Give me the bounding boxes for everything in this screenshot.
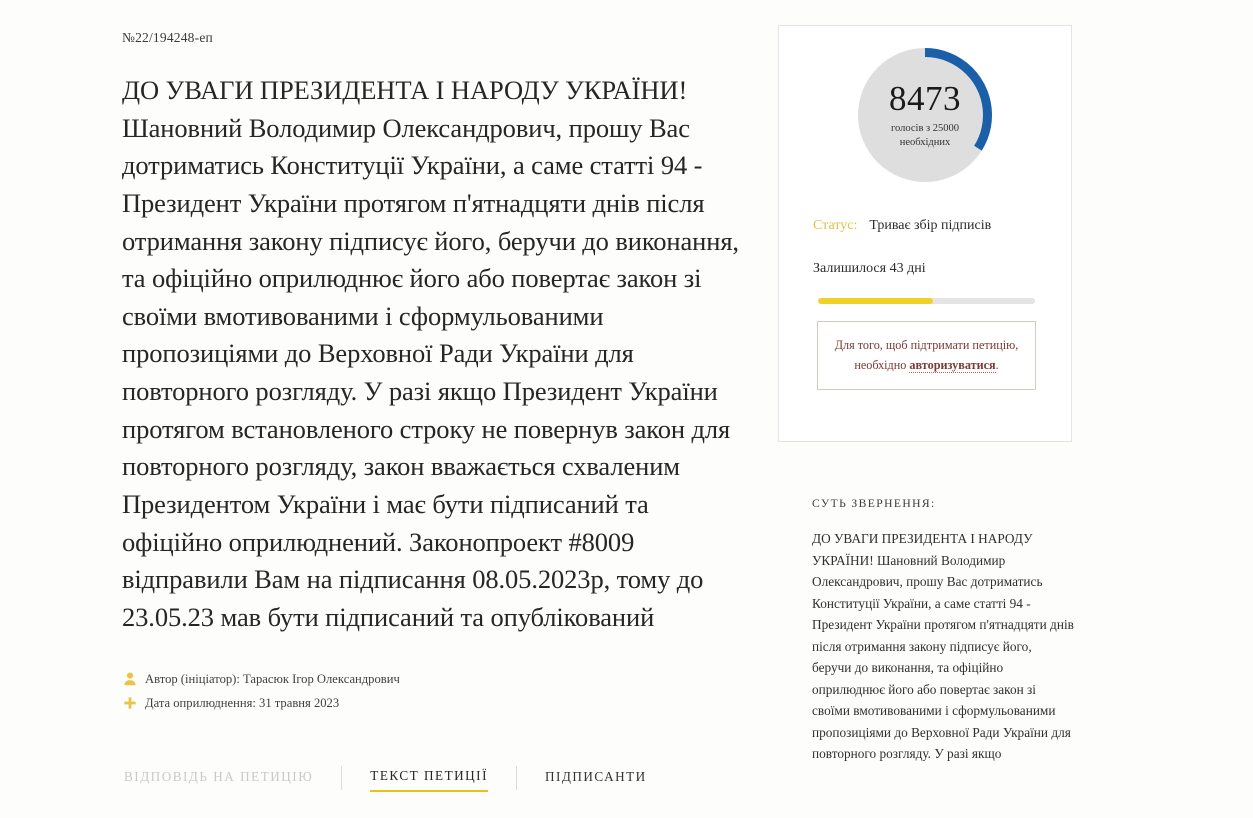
published-date-label: Дата оприлюднення: 31 травня 2023 xyxy=(145,696,340,711)
sidebar-column xyxy=(778,0,1074,818)
tab-signatories[interactable]: ПІДПИСАНТИ xyxy=(544,769,647,784)
plus-icon xyxy=(122,695,138,711)
petition-stats-card xyxy=(778,25,1072,442)
page-title: ДО УВАГИ ПРЕЗИДЕНТА І НАРОДУ УКРАЇНИ! Шановний Володимир Олександрович, прошу Вас дотриматись Конституції України, а саме статті 94 - Президент України протягом п'ятнадцяти днів після отримання закону підписує його, беручи до виконання, та офіційно оприлюднює його або повертає закон зі своїми вмотивованими і сформульованими пропозиціями до Верховної Ради України для повторного розгляду. У разі якщо Президент України протягом встановленого строку не повернув закон для повторного розгляду, закон вважається схваленим Президентом України і має бути підписаний та офіційно оприлюднений. Законопроект #8009 відправили Вам на підписання 08.05.2023р, тому до 23.05.23 мав бути підписаний та опублікований xyxy=(122,75,739,632)
authorization-notice xyxy=(817,321,1036,390)
status-badge: Триває збір підписів xyxy=(869,218,992,233)
tab-bar xyxy=(124,766,647,794)
tab-petition-text[interactable]: ТЕКСТ ПЕТИЦІЇ xyxy=(370,768,488,792)
essence-heading: СУТЬ ЗВЕРНЕННЯ: xyxy=(812,497,936,510)
time-progress-fill xyxy=(818,298,933,304)
author-label: Автор (ініціатор): Тарасюк Ігор Олександрович xyxy=(145,672,400,687)
votes-count: 8473 xyxy=(889,79,961,119)
person-icon xyxy=(122,671,138,687)
tab-petition-response[interactable]: ВІДПОВІДЬ НА ПЕТИЦІЮ xyxy=(124,769,314,784)
votes-donut-chart xyxy=(850,40,1000,190)
tab-divider xyxy=(516,766,517,790)
time-progress-bar xyxy=(818,298,1035,304)
authorize-link[interactable]: авторизуватися xyxy=(909,358,996,373)
tab-divider xyxy=(341,766,342,790)
status-label: Статус: xyxy=(813,218,858,233)
votes-subtitle: голосів з 25000 необхідних xyxy=(890,123,960,148)
auth-notice-text-after: . xyxy=(995,358,999,373)
petition-meta xyxy=(122,670,742,713)
essence-body-text: ДО УВАГИ ПРЕЗИДЕНТА І НАРОДУ УКРАЇНИ! Шановний Володимир Олександрович, прошу Вас дотриматись Конституції України, а саме статті 94 - Президент України протягом п'ятнадцяти днів після отримання закону підписує його, беручи до виконання, та офіційно оприлюднює його або повертає закон зі своїми вмотивованими і сформульованими пропозиціями до Верховної Ради України для повторного розгляду. У разі якщо xyxy=(812,531,1074,762)
status-row xyxy=(813,218,991,234)
auth-notice-text-before: Для того, щоб підтримати петицію, необхідно xyxy=(834,338,1019,373)
petition-number: №22/194248-еп xyxy=(122,30,213,45)
days-remaining-label: Залишилося 43 дні xyxy=(813,261,926,276)
main-content-column xyxy=(122,0,742,818)
published-row xyxy=(122,694,742,713)
author-row xyxy=(122,670,742,689)
